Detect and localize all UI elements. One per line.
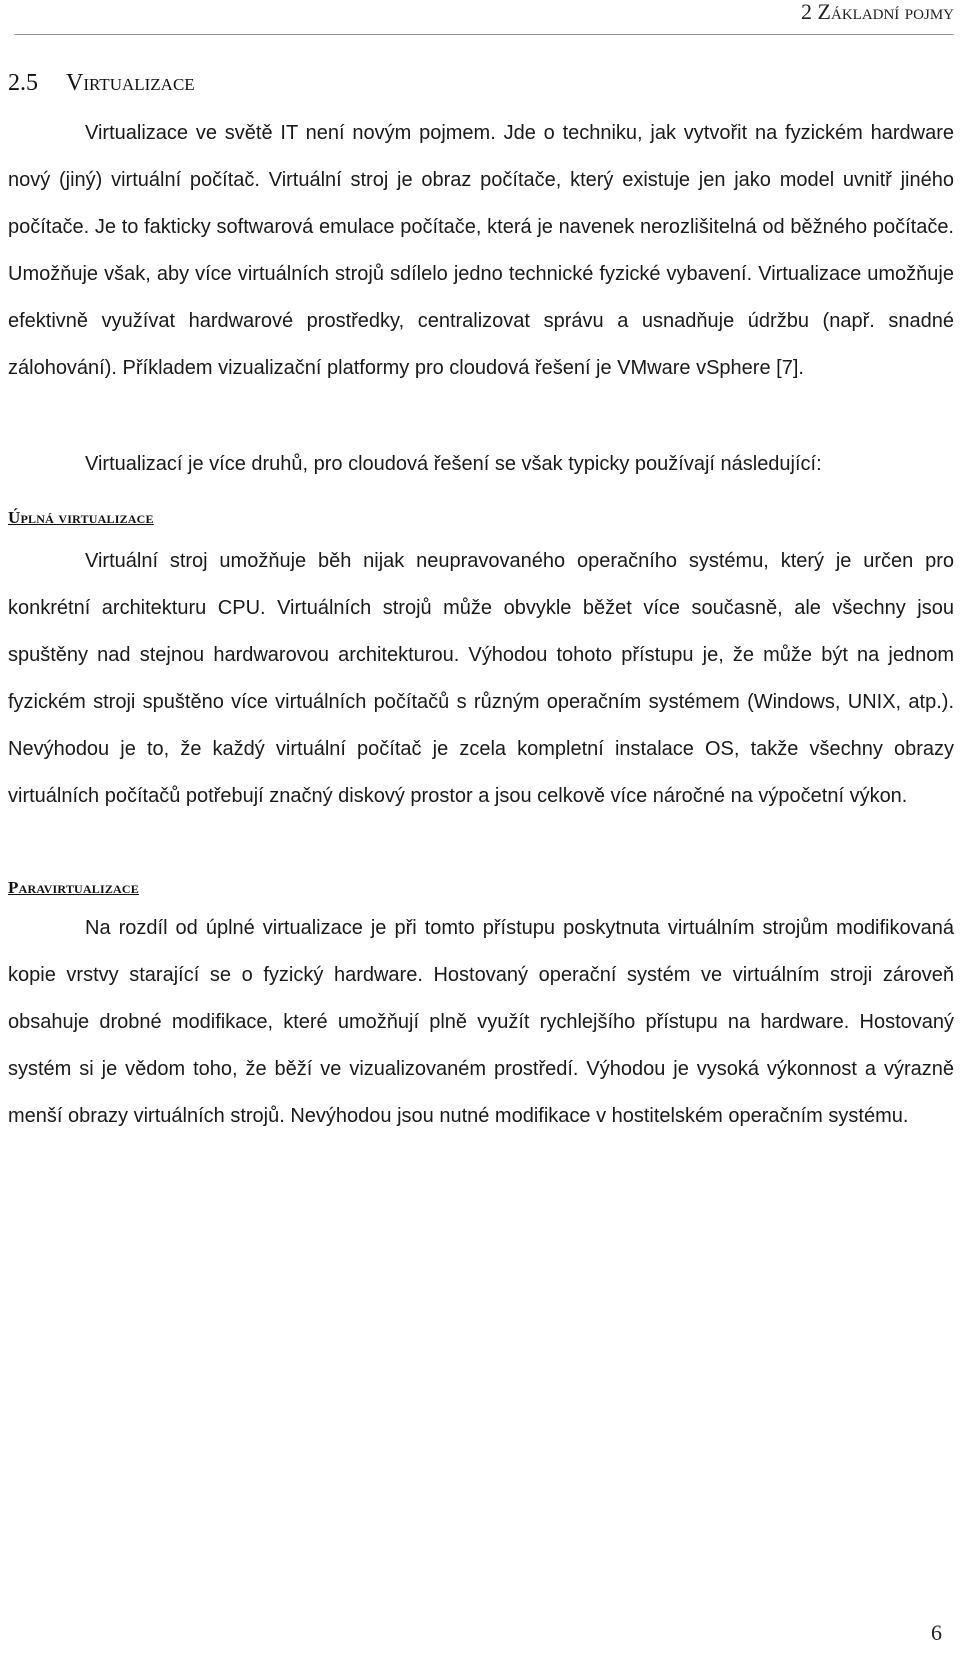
subheading-paravirtualization: Paravirtualizace xyxy=(8,878,139,897)
section-number: 2.5 xyxy=(8,70,38,96)
section-title-text: Virtualizace xyxy=(66,70,195,96)
section-title xyxy=(8,70,195,97)
running-header xyxy=(14,0,954,35)
subheading-full-virtualization: Úplná virtualizace xyxy=(8,508,154,527)
paragraph-types: Virtualizací je více druhů, pro cloudová řešení se však typicky používají následující: xyxy=(85,453,822,475)
paragraph-full-virtualization: Virtuální stroj umožňuje běh nijak neupravovaného operačního systému, který je určen pro konkrétní architekturu CPU. Virtuálních strojů může obvykle běžet více současně, ale všechny jsou spuštěny nad stejnou hardwarovou architekturou. Výhodou tohoto přístupu je, že může být na jednom fyzickém stroji spuštěno více virtuálních počítačů s různým operačním systémem (Windows, UNIX, atp.). Nevýhodou je to, že každý virtuální počítač je zcela kompletní instalace OS, takže všechny obrazy virtuálních počítačů potřebují značný diskový prostor a jsou celkově více náročné na výpočetní výkon. xyxy=(8,550,954,807)
running-header-title: 2 Základní pojmy xyxy=(801,0,954,24)
paragraph-paravirtualization: Na rozdíl od úplné virtualizace je při tomto přístupu poskytnuta virtuálním strojům modifikovaná kopie vrstvy starající se o fyzický hardware. Hostovaný operační systém ve virtuálním stroji zároveň obsahuje drobné modifikace, které umožňují plně využít rychlejšího přístupu na hardware. Hostovaný systém si je vědom toho, že běží ve vizualizovaném prostředí. Výhodou je vysoká výkonnost a výrazně menší obrazy virtuálních strojů. Nevýhodou jsou nutné modifikace v hostitelském operačním systému. xyxy=(8,917,954,1127)
page-number: 6 xyxy=(931,1620,942,1645)
paragraph-intro: Virtualizace ve světě IT není novým pojmem. Jde o techniku, jak vytvořit na fyzickém hardware nový (jiný) virtuální počítač. Virtuální stroj je obraz počítače, který existuje jen jako model uvnitř jiného počítače. Je to fakticky softwarová emulace počítače, která je navenek nerozlišitelná od běžného počítače. Umožňuje však, aby více virtuálních strojů sdílelo jedno technické fyzické vybavení. Virtualizace umožňuje efektivně využívat hardwarové prostředky, centralizovat správu a usnadňuje údržbu (např. snadné zálohování). Příkladem vizualizační platformy pro cloudová řešení je VMware vSphere [7]. xyxy=(8,122,954,379)
